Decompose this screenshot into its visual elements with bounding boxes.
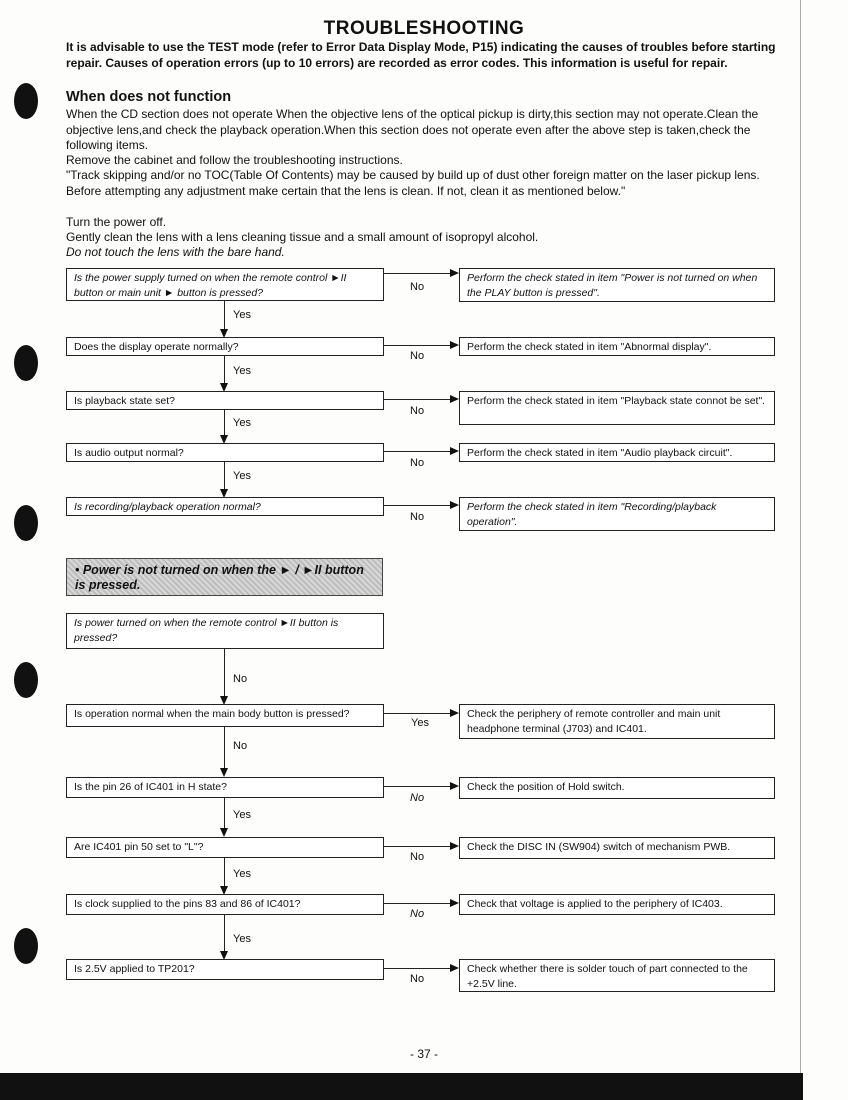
connector [384, 713, 451, 714]
paragraph: Gently clean the lens with a lens cleaning tissue and a small amount of isopropyl alcohol. [66, 230, 539, 244]
flow-question: Are IC401 pin 50 set to "L"? [66, 837, 384, 858]
flow-question: Is playback state set? [66, 391, 384, 410]
arrow-right [450, 395, 459, 403]
punch-hole [14, 505, 38, 541]
connector [224, 410, 225, 435]
connector [224, 356, 225, 383]
flow-question: Is power turned on when the remote control ►II button is pressed? [66, 613, 384, 649]
flow-question: Is the power supply turned on when the remote control ►II button or main unit ► button is pressed? [66, 268, 384, 301]
page-number: - 37 - [409, 1047, 438, 1061]
branch-label: Yes [233, 809, 251, 821]
arrow-right [450, 447, 459, 455]
arrow-right [450, 501, 459, 509]
connector [384, 345, 451, 346]
branch-label: No [410, 350, 425, 362]
flow-action: Check the periphery of remote controller and main unit headphone terminal (J703) and IC401. [459, 704, 775, 739]
paragraph: Do not touch the lens with the bare hand. [66, 245, 285, 259]
page-title: TROUBLESHOOTING [323, 18, 525, 39]
flow-question: Is operation normal when the main body button is pressed? [66, 704, 384, 727]
branch-label: Yes [233, 309, 251, 321]
connector [224, 462, 225, 489]
flow-question: Does the display operate normally? [66, 337, 384, 356]
flow-action: Check the DISC IN (SW904) switch of mechanism PWB. [459, 837, 775, 859]
branch-label: No [410, 792, 425, 804]
scan-border [0, 1073, 803, 1100]
connector [384, 903, 451, 904]
connector [384, 451, 451, 452]
branch-label: Yes [233, 933, 251, 945]
arrow-right [450, 341, 459, 349]
connector [384, 786, 451, 787]
branch-label: Yes [411, 717, 429, 729]
branch-label: No [410, 511, 425, 523]
arrow-right [450, 782, 459, 790]
intro-text: It is advisable to use the TEST mode (refer to Error Data Display Mode, P15) indicating the causes of troubles before starting repair. Causes of operation errors (up to 10 errors) are recorded as error codes. This information is useful for repair. [66, 40, 776, 70]
flow-action: Perform the check stated in item "Audio playback circuit". [459, 443, 775, 462]
connector [224, 798, 225, 828]
flow-question: Is 2.5V applied to TP201? [66, 959, 384, 980]
paragraph: "Track skipping and/or no TOC(Table Of Contents) may be caused by build up of dust other foreign matter on the laser pickup lens. Before attempting any adjustment make certain that the lens is clean. If not, clean it as mentioned below." [66, 168, 760, 198]
section-heading: When does not function [66, 89, 232, 105]
flow-action: Perform the check stated in item "Recording/playback operation". [459, 497, 775, 531]
flow-question: Is recording/playback operation normal? [66, 497, 384, 516]
connector [224, 301, 225, 329]
branch-label: No [410, 908, 425, 920]
connector [384, 846, 451, 847]
flow-question: Is clock supplied to the pins 83 and 86 of IC401? [66, 894, 384, 915]
connector [384, 968, 451, 969]
arrow-right [450, 899, 459, 907]
paragraph: Remove the cabinet and follow the troubleshooting instructions. [66, 153, 403, 167]
connector [224, 915, 225, 951]
flow-action: Perform the check stated in item "Playback state connot be set". [459, 391, 775, 425]
arrow-down [220, 828, 228, 837]
branch-label: No [410, 405, 425, 417]
flow-action: Check the position of Hold switch. [459, 777, 775, 799]
branch-label: No [233, 673, 248, 685]
arrow-right [450, 709, 459, 717]
branch-label: No [410, 457, 425, 469]
branch-label: No [410, 973, 425, 985]
paragraph: Turn the power off. [66, 215, 167, 229]
page-edge [800, 0, 801, 1075]
branch-label: Yes [233, 417, 251, 429]
arrow-right [450, 842, 459, 850]
branch-label: No [410, 281, 425, 293]
flow-question: Is audio output normal? [66, 443, 384, 462]
arrow-down [220, 768, 228, 777]
connector [224, 727, 225, 768]
branch-label: Yes [233, 365, 251, 377]
connector [384, 273, 451, 274]
flow-action: Perform the check stated in item "Power is not turned on when the PLAY button is pressed". [459, 268, 775, 302]
paragraph: When the CD section does not operate When the objective lens of the optical pickup is dirty,this section may not operate.Clean the objective lens,and check the playback operation.When this section does not operate even after the above step is taken,check the following items. [66, 107, 759, 152]
punch-hole [14, 662, 38, 698]
arrow-right [450, 269, 459, 277]
flow-question: Is the pin 26 of IC401 in H state? [66, 777, 384, 798]
connector [224, 858, 225, 886]
branch-label: No [233, 740, 248, 752]
section-banner: • Power is not turned on when the ► / ►II button is pressed. [66, 558, 383, 596]
flow-action: Check whether there is solder touch of part connected to the +2.5V line. [459, 959, 775, 992]
branch-label: No [410, 851, 425, 863]
branch-label: Yes [233, 868, 251, 880]
arrow-right [450, 964, 459, 972]
connector [224, 649, 225, 698]
flow-action: Perform the check stated in item "Abnormal display". [459, 337, 775, 356]
connector [384, 505, 451, 506]
punch-hole [14, 345, 38, 381]
connector [384, 399, 451, 400]
branch-label: Yes [233, 470, 251, 482]
flow-action: Check that voltage is applied to the periphery of IC403. [459, 894, 775, 915]
punch-hole [14, 83, 38, 119]
punch-hole [14, 928, 38, 964]
